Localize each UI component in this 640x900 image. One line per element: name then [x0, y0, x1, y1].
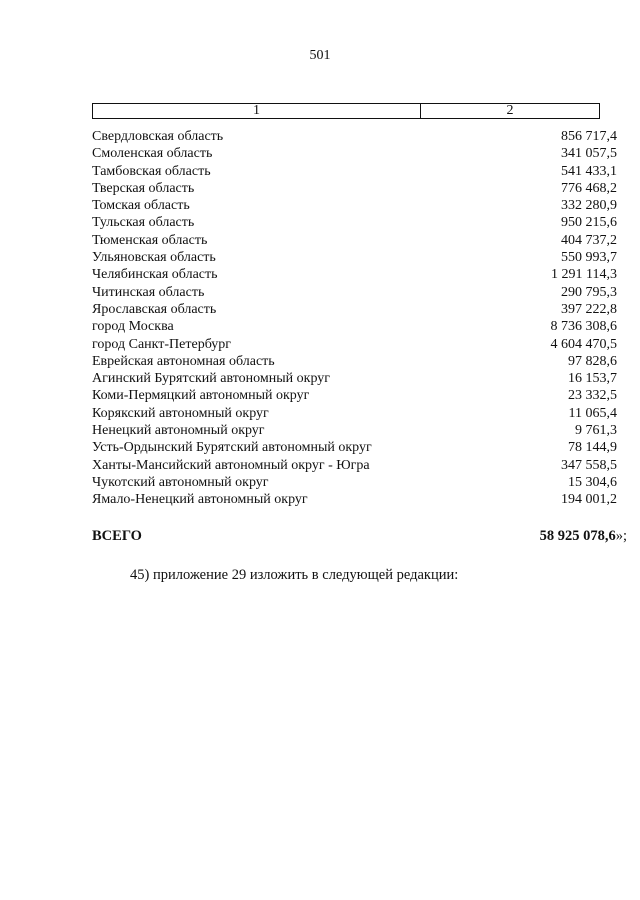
region-value: 23 332,5 [568, 388, 617, 404]
region-value: 15 304,6 [568, 474, 617, 490]
region-name: Корякский автономный округ [92, 405, 269, 421]
table-row [92, 284, 617, 301]
region-name: Ульяновская область [92, 250, 216, 266]
region-name: Ханты-Мансийский автономный округ - Югра [92, 457, 370, 473]
region-name: Еврейская автономная область [92, 353, 275, 369]
table-row [92, 232, 617, 249]
column-header-2: 2 [506, 103, 514, 118]
table-row [92, 301, 617, 318]
region-value: 856 717,4 [561, 129, 617, 144]
region-name: Читинская область [92, 284, 205, 300]
region-value: 397 222,8 [561, 301, 617, 317]
page-number: 501 [309, 48, 331, 63]
region-value: 97 828,6 [568, 353, 617, 369]
region-name: Челябинская область [92, 267, 218, 283]
region-name: Агинский Бурятский автономный округ [92, 371, 330, 387]
region-value: 550 993,7 [561, 250, 617, 266]
table-row [92, 370, 617, 387]
region-name: Томская область [92, 198, 190, 214]
region-value: 194 001,2 [561, 492, 617, 508]
region-name: Тверская область [92, 180, 195, 196]
region-name: Ямало-Ненецкий автономный округ [92, 492, 308, 508]
table-row [92, 491, 617, 508]
table-row [92, 439, 617, 456]
table-column-header [92, 103, 600, 119]
region-name: Усть-Ордынский Бурятский автономный округ [92, 440, 372, 456]
table-row [92, 266, 617, 283]
table-row [92, 197, 617, 214]
table-row [92, 387, 617, 404]
amendment-text: 45) приложение 29 изложить в следующей редакции: [130, 567, 459, 583]
table-row [92, 422, 617, 439]
table-row [92, 474, 617, 491]
region-value: 541 433,1 [561, 163, 617, 179]
region-value: 4 604 470,5 [550, 336, 617, 352]
region-value: 950 215,6 [561, 215, 617, 231]
region-value: 404 737,2 [561, 232, 617, 248]
region-name: Ненецкий автономный округ [92, 423, 265, 439]
table-row [92, 405, 617, 422]
table-row [92, 163, 617, 180]
region-name: город Санкт-Петербург [92, 336, 232, 352]
region-value: 8 736 308,6 [550, 319, 617, 335]
region-name: город Москва [92, 319, 174, 335]
total-amount [540, 528, 627, 545]
region-name: Смоленская область [92, 146, 213, 162]
region-name: Свердловская область [92, 129, 224, 144]
region-name: Чукотский автономный округ [92, 474, 269, 490]
total-value: 58 925 078,6 [539, 528, 616, 544]
column-header-1: 1 [93, 104, 421, 118]
table-row [92, 336, 617, 353]
region-value: 16 153,7 [568, 371, 617, 387]
table-row [92, 180, 617, 197]
region-value: 347 558,5 [561, 457, 617, 473]
total-label: ВСЕГО [92, 528, 142, 544]
table-row [92, 249, 617, 266]
region-value: 776 468,2 [561, 180, 617, 196]
table-row [92, 128, 617, 145]
region-name: Ярославская область [92, 301, 217, 317]
region-value: 11 065,4 [568, 405, 617, 421]
region-value: 332 280,9 [561, 198, 617, 214]
total-row [92, 528, 627, 545]
region-value: 78 144,9 [568, 440, 617, 456]
total-suffix: »; [615, 528, 627, 544]
region-name: Тюменская область [92, 232, 208, 248]
table-row [92, 214, 617, 231]
table-row [92, 145, 617, 162]
region-value: 290 795,3 [561, 284, 617, 300]
table-body [92, 128, 617, 509]
region-value: 1 291 114,3 [551, 267, 617, 283]
table-row [92, 318, 617, 335]
table-row [92, 457, 617, 474]
region-value: 341 057,5 [561, 146, 617, 162]
region-value: 9 761,3 [575, 423, 617, 439]
region-name: Тамбовская область [92, 163, 211, 179]
region-name: Коми-Пермяцкий автономный округ [92, 388, 310, 404]
region-name: Тульская область [92, 215, 195, 231]
table-row [92, 353, 617, 370]
